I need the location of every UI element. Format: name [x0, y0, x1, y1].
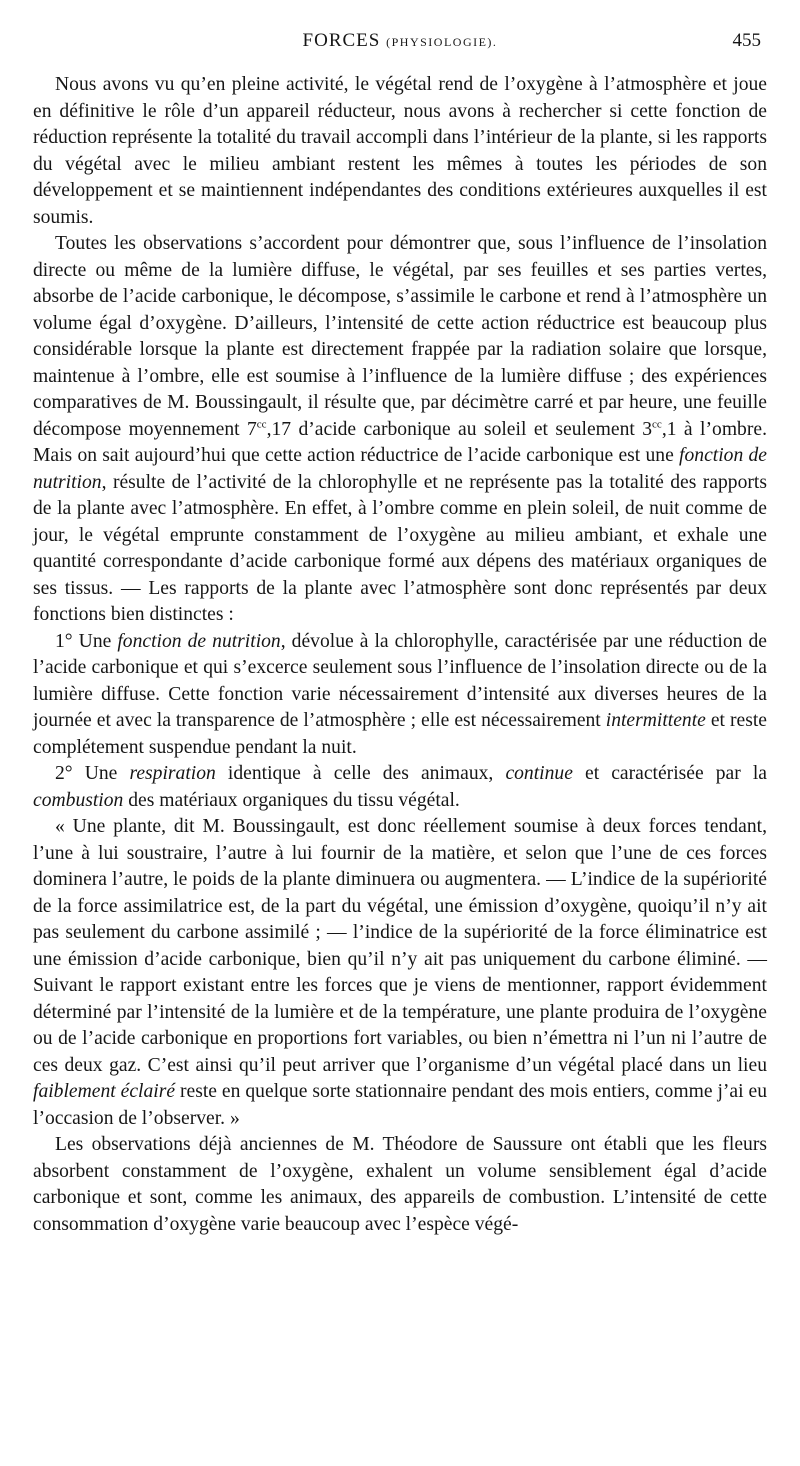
italic-fonction-de-nutrition-2: fonction de nutrition: [117, 630, 281, 652]
paragraph-3-text-b: , dévolue à la chlorophylle, caractérisée par une réduction de l’acide carbonique et qui s’excerce seulement sous l’influence de l’insolation directe ou de la lumière diffuse. Cette fonction varie nécessairement d’intensité aux diverses heures de la journée et avec la transparence de l’atmosphère ; elle est nécessairement: [33, 630, 767, 731]
paragraph-4-text-d: des matériaux organiques du tissu végétal.: [123, 789, 460, 811]
paragraph-3-text-c: et reste complétement suspendue pendant la nuit.: [33, 710, 767, 758]
running-title-sub: (PHYSIOLOGIE).: [386, 35, 498, 49]
paragraph-2: [33, 231, 767, 629]
paragraph-2-text-c: ,1 à l’ombre. Mais on sait aujourd’hui que cette action réductrice de l’acide carbonique est une: [33, 418, 767, 466]
book-page: [33, 30, 767, 1238]
running-title-main: FORCES: [302, 30, 381, 51]
page-number: 455: [732, 30, 761, 51]
paragraph-3-list-item-1: [33, 629, 767, 762]
italic-intermittente: intermittente: [605, 710, 706, 731]
paragraph-2-text-b: ,17 d’acide carbonique au soleil et seulement 3: [266, 418, 653, 440]
unit-superscript-cc-2: cc: [652, 417, 662, 430]
paragraph-3-text-a: 1° Une: [55, 630, 118, 652]
paragraph-2-text-a: Toutes les observations s’accordent pour démontrer que, sous l’influence de l’insolation directe ou même de la lumière diffuse, le végétal, par ses feuilles et ses parties vertes, absorbe de l’acide carbonique, le décompose, s’assimile le carbone et rend à l’atmosphère un volume égal d’oxygène. D’ailleurs, l’intensité de cette action réductrice est beaucoup plus considérable lorsque la plante est directement frappée par la radiation solaire que lorsque, maintenue à l’ombre, elle est soumise à l’influence de la lumière diffuse ; des expériences comparatives de M. Boussingault, il résulte que, par décimètre carré et par heure, une feuille décompose moyennement 7: [33, 233, 767, 440]
paragraph-4-text-c: et caractérisée par la: [572, 763, 767, 784]
paragraph-4-list-item-2: [33, 761, 767, 814]
italic-respiration: respiration: [129, 763, 216, 784]
italic-combustion: combustion: [33, 789, 124, 811]
paragraph-6: Les observations déjà anciennes de M. Théodore de Saussure ont établi que les fleurs absorbent constamment de l’oxygène, exhalent un volume sensiblement égal d’acide carbonique et sont, comme les animaux, des appareils de combustion. L’intensité de cette consommation d’oxygène varie beaucoup avec l’espèce végé-: [33, 1134, 767, 1235]
italic-faiblement-eclaire: faiblement éclairé: [33, 1081, 176, 1102]
paragraph-1: Nous avons vu qu’en pleine activité, le végétal rend de l’oxygène à l’atmosphère et joue en définitive le rôle d’un appareil réducteur, nous avons à rechercher si cette fonction de réduction représente la totalité du travail accompli dans l’intérieur de la plante, si les rapports du végétal avec le milieu ambiant restent les mêmes à toutes les périodes de son développement et se maintiennent indépendantes des conditions extérieures auxquelles il est soumis.: [33, 74, 767, 228]
paragraph-4-text-a: 2° Une: [55, 763, 130, 784]
running-title: [33, 30, 767, 52]
paragraph-2-text-d: , résulte de l’activité de la chlorophylle et ne représente pas la totalité des rapports de la plante avec l’atmosphère. En effet, à l’ombre comme en plein soleil, de nuit comme de jour, le végétal emprunte constamment de l’oxygène au milieu ambiant, et exhale une quantité correspondante d’acide carbonique formé aux dépens des matériaux organiques de ses tissus. — Les rapports de la plante avec l’atmosphère sont donc représentés par deux fonctions bien distinctes :: [33, 471, 767, 625]
paragraph-5-text-b: reste en quelque sorte stationnaire pendant des mois entiers, comme j’ai eu l’occasion de l’observer. »: [33, 1081, 767, 1129]
running-head: [33, 30, 767, 66]
paragraph-5-quotation: [33, 814, 767, 1132]
paragraph-5-text-a: « Une plante, dit M. Boussingault, est donc réellement soumise à deux forces tendant, l’une à lui soustraire, l’autre à lui fournir de la matière, et selon que l’une de ces forces dominera l’autre, le poids de la plante diminuera ou augmentera. — L’indice de la supériorité de la force assimilatrice est, de la part du végétal, une émission d’oxygène, quoiqu’il n’y ait pas seulement du carbone assimilé ; — l’indice de la supériorité de la force éliminatrice est une émission d’acide carbonique, bien qu’il n’y ait pas uniquement du carbone éliminé. — Suivant le rapport existant entre les forces que je viens de mentionner, rapport évidemment déterminé par l’intensité de la lumière et de la température, une plante produira de l’oxygène ou de l’acide carbonique en proportions fort variables, ou bien n’émettra ni l’un ni l’autre de ces deux gaz. C’est ainsi qu’il peut arriver que l’organisme d’un végétal placé dans un lieu: [33, 816, 767, 1076]
italic-fonction-de-nutrition: fonction de nutrition: [33, 445, 768, 493]
unit-superscript-cc-1: cc: [256, 417, 267, 430]
italic-continue: continue: [505, 763, 573, 784]
paragraph-4-text-b: identique à celle des animaux,: [215, 763, 506, 784]
